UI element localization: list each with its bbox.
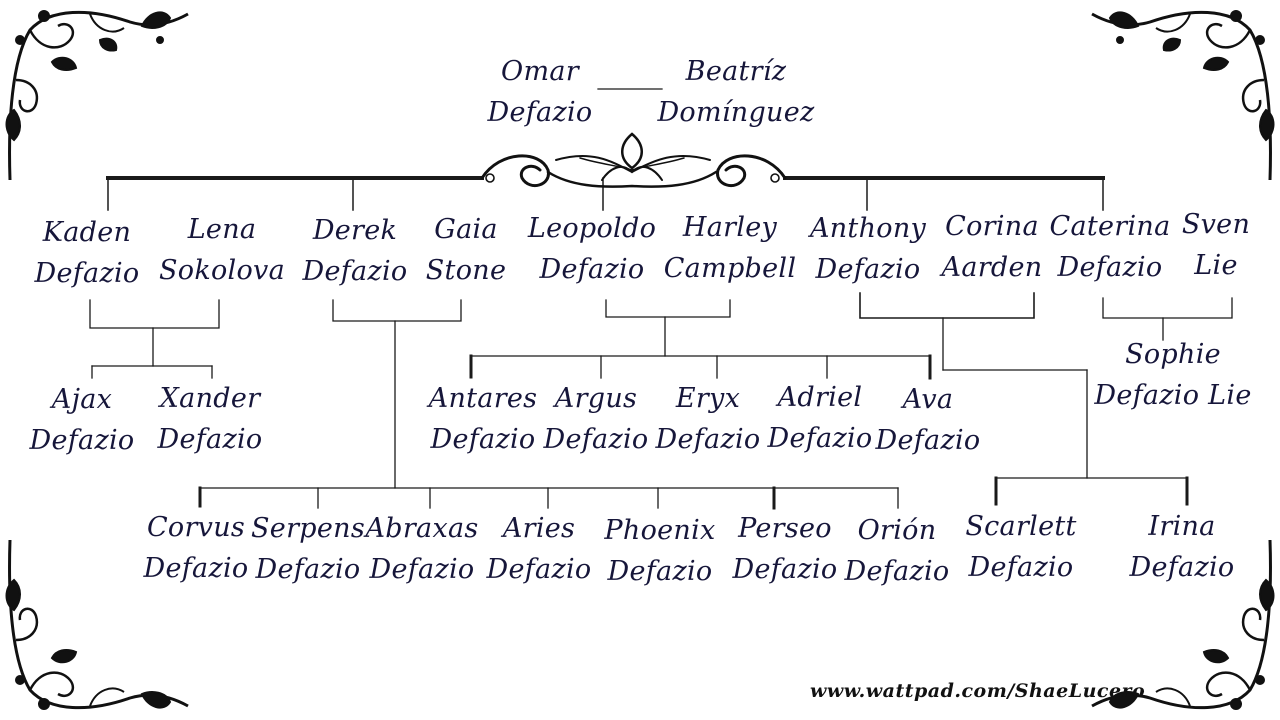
- first-name: Adriel: [777, 382, 863, 413]
- first-name: Anthony: [809, 213, 927, 244]
- person-irina: [1130, 506, 1235, 588]
- person-phoenix: [604, 510, 715, 592]
- first-name: Corvus: [146, 512, 246, 543]
- person-anthony: [810, 208, 926, 290]
- person-harley: [664, 207, 797, 289]
- first-name: Sophie: [1125, 339, 1221, 370]
- person-leopoldo: [528, 208, 656, 290]
- first-name: Serpens: [251, 513, 365, 544]
- first-name: Irina: [1148, 511, 1216, 542]
- last-name: Defazio: [767, 423, 873, 454]
- first-name: Argus: [554, 383, 638, 414]
- person-derek: [303, 210, 408, 292]
- last-name: Aarden: [941, 252, 1043, 283]
- last-name: Stone: [425, 255, 507, 286]
- person-lena: [159, 209, 285, 291]
- person-serpens: [251, 508, 365, 590]
- first-name: Xander: [159, 383, 261, 414]
- first-name: Gaia: [434, 214, 498, 245]
- last-name: Defazio: [815, 254, 921, 285]
- person-corvus: [144, 507, 249, 589]
- person-caterina: [1049, 206, 1170, 288]
- last-name: Defazio: [486, 554, 592, 585]
- first-name: Derek: [312, 215, 398, 246]
- person-xander: [158, 378, 263, 460]
- person-gaia: [426, 209, 506, 291]
- last-name: Defazio: [1057, 252, 1163, 283]
- last-name: Defazio: [607, 556, 713, 587]
- person-eryx: [656, 378, 761, 460]
- person-perseo: [733, 508, 838, 590]
- last-name: Defazio: [875, 425, 981, 456]
- last-name: Sokolova: [158, 255, 286, 286]
- last-name: Defazio: [157, 424, 263, 455]
- last-name: Defazio: [430, 424, 536, 455]
- person-abraxas: [365, 508, 478, 590]
- last-name: Defazio: [655, 424, 761, 455]
- person-omar: [488, 51, 593, 133]
- couple-bracket-anthony-corina: [860, 293, 1034, 318]
- first-name: Harley: [682, 212, 778, 243]
- person-antares: [429, 378, 538, 460]
- last-name: Defazio: [968, 552, 1074, 583]
- person-ajax: [30, 379, 135, 461]
- first-name: Beatríz: [685, 56, 787, 87]
- couple-bracket-kaden-lena: [90, 300, 219, 328]
- person-aries: [487, 508, 592, 590]
- first-name: Omar: [501, 56, 579, 87]
- person-argus: [544, 378, 649, 460]
- corner-ornament-top-right: [1080, 0, 1280, 180]
- first-name: Ajax: [51, 384, 113, 415]
- last-name: Defazio: [844, 556, 950, 587]
- person-adriel: [768, 377, 873, 459]
- person-beatriz: [657, 51, 814, 133]
- person-sophie: [1094, 334, 1251, 416]
- person-orion: [845, 510, 950, 592]
- couple-bracket-caterina-sven: [1103, 298, 1232, 318]
- credit-link[interactable]: www.wattpad.com/ShaeLucero: [810, 680, 1146, 702]
- last-name: Lie: [1194, 250, 1238, 281]
- last-name: Defazio: [732, 554, 838, 585]
- first-name: Caterina: [1049, 211, 1171, 242]
- first-name: Lena: [187, 214, 257, 245]
- last-name: Defazio: [143, 553, 249, 584]
- person-corina: [942, 206, 1043, 288]
- last-name: Defazio: [29, 425, 135, 456]
- last-name: Defazio Lie: [1094, 380, 1252, 411]
- first-name: Eryx: [675, 383, 741, 414]
- first-name: Corina: [945, 211, 1039, 242]
- first-name: Sven: [1181, 209, 1251, 240]
- first-name: Scarlett: [965, 511, 1077, 542]
- last-name: Defazio: [255, 554, 361, 585]
- person-scarlett: [965, 506, 1076, 588]
- last-name: Defazio: [302, 256, 408, 287]
- first-name: Phoenix: [604, 515, 716, 546]
- last-name: Campbell: [663, 253, 797, 284]
- last-name: Domínguez: [657, 97, 815, 128]
- first-name: Orión: [857, 515, 937, 546]
- first-name: Perseo: [738, 513, 832, 544]
- couple-bracket-derek-gaia: [333, 300, 461, 321]
- first-name: Ava: [902, 384, 954, 415]
- last-name: Defazio: [543, 424, 649, 455]
- last-name: Defazio: [34, 258, 140, 289]
- person-sven: [1182, 204, 1250, 286]
- center-scroll-ornament: [482, 134, 785, 187]
- first-name: Antares: [428, 383, 538, 414]
- last-name: Defazio: [539, 254, 645, 285]
- person-ava: [876, 379, 981, 461]
- corner-ornament-top-left: [0, 0, 200, 180]
- first-name: Kaden: [42, 217, 132, 248]
- couple-bracket-leopoldo-harley: [606, 300, 730, 317]
- last-name: Defazio: [487, 97, 593, 128]
- person-kaden: [35, 212, 140, 294]
- last-name: Defazio: [369, 554, 475, 585]
- last-name: Defazio: [1129, 552, 1235, 583]
- first-name: Abraxas: [365, 513, 479, 544]
- first-name: Aries: [502, 513, 576, 544]
- first-name: Leopoldo: [527, 213, 657, 244]
